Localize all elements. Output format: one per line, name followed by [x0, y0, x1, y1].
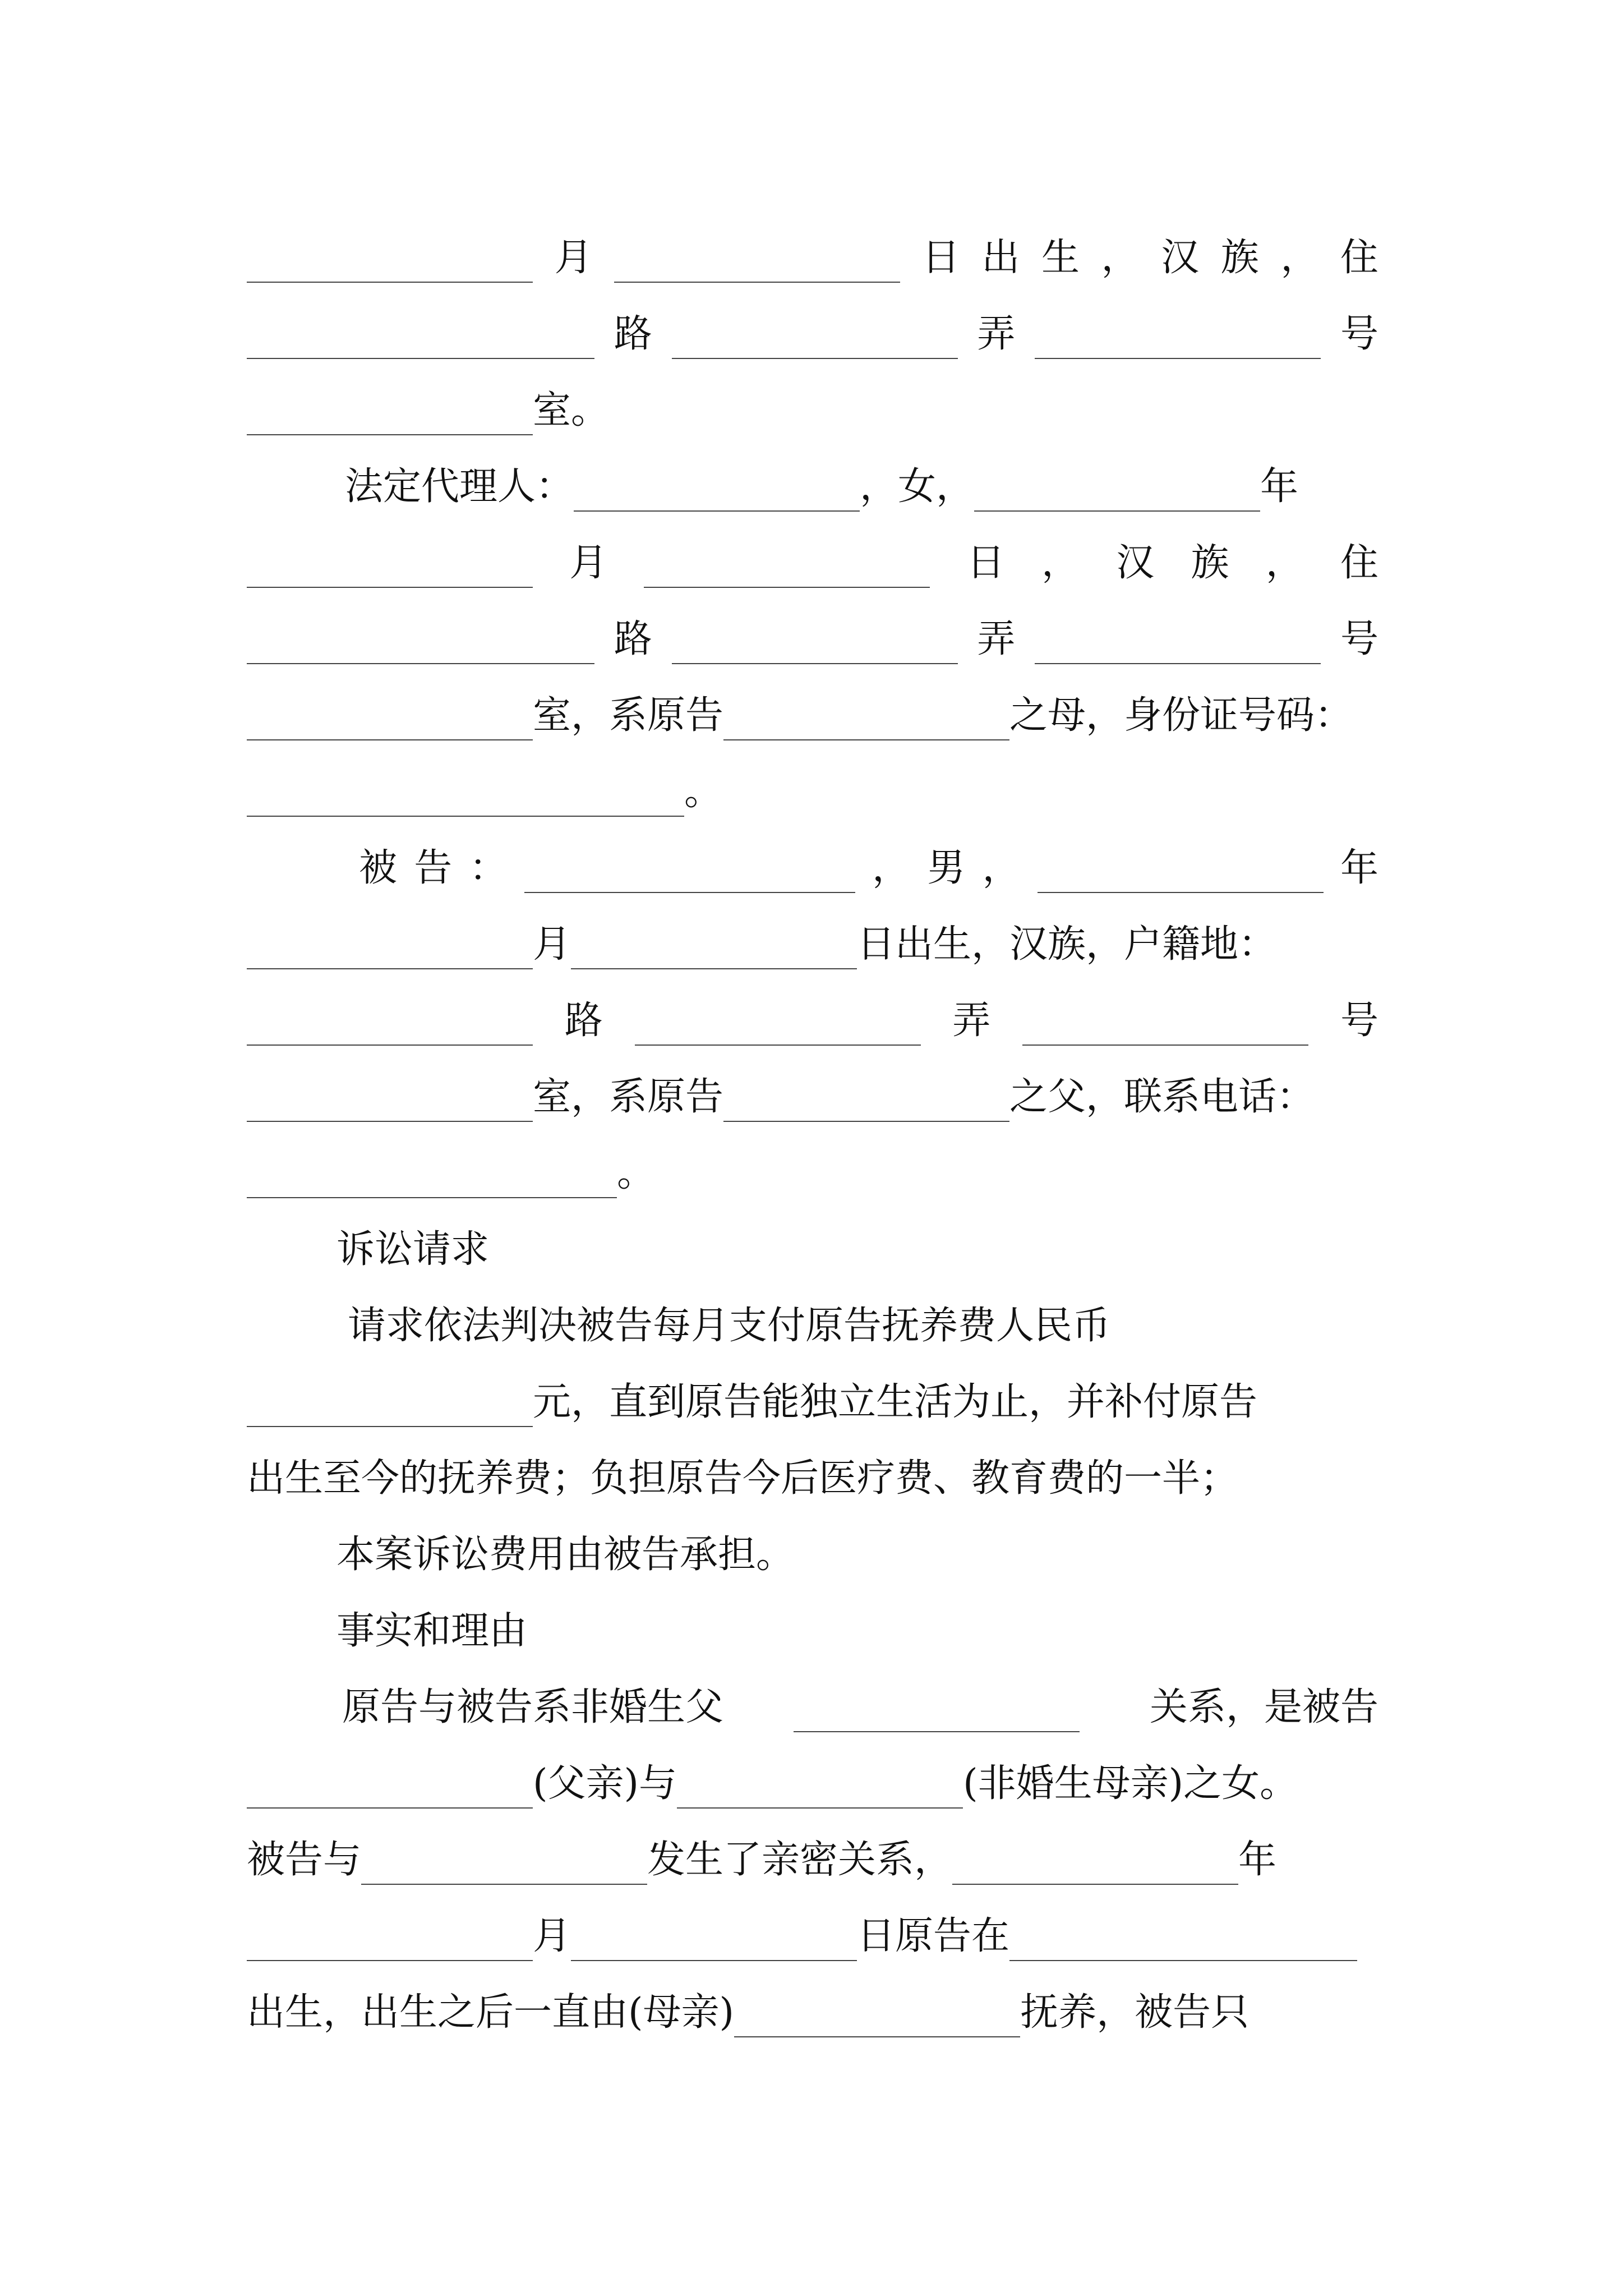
line-text: 族: [1191, 541, 1229, 585]
fill-in-blank[interactable]: [672, 319, 958, 359]
document-line: [247, 1046, 1378, 1122]
line-text: 告: [414, 846, 453, 890]
line-text: ，: [1280, 236, 1319, 280]
line-text: 请求依法判决被告每月支付原告抚养费人民币: [348, 1304, 1111, 1348]
line-text: 出生至今的抚养费；负担原告今后医疗费、教育费的一半；: [247, 1456, 1239, 1501]
fill-in-blank[interactable]: [247, 395, 533, 435]
document-line: [247, 1732, 1378, 1809]
line-text: 号: [1340, 312, 1378, 356]
document-line: [247, 1427, 1378, 1503]
fill-in-blank[interactable]: [247, 547, 533, 588]
document-line: [247, 206, 1378, 283]
fill-in-blank[interactable]: [247, 700, 533, 740]
line-text: 汉: [1116, 541, 1155, 585]
line-text: 日出生，汉族，户籍地：: [857, 922, 1277, 967]
line-text: 之母，身份证号码：: [1009, 693, 1353, 738]
fill-in-blank[interactable]: [571, 929, 857, 969]
line-text: ，: [1041, 541, 1080, 585]
fill-in-blank[interactable]: [723, 700, 1009, 740]
line-text: 日: [966, 541, 1005, 585]
line-text: 月: [533, 1914, 571, 1958]
fill-in-blank[interactable]: [1035, 319, 1321, 359]
line-text: 出生，出生之后一直由(母亲): [247, 1990, 735, 2035]
line-text: ，: [982, 846, 1021, 890]
line-text: 。: [684, 770, 723, 814]
fill-in-blank[interactable]: [247, 929, 533, 969]
line-text: 生: [1041, 236, 1080, 280]
fill-in-blank[interactable]: [247, 1387, 533, 1427]
line-text: 元，直到原告能独立生活为止，并补付原告: [533, 1380, 1258, 1424]
fill-in-blank[interactable]: [247, 242, 533, 283]
line-text: 日: [921, 236, 960, 280]
line-text: 被: [359, 846, 398, 890]
line-text: ：: [469, 846, 508, 890]
fill-in-blank[interactable]: [247, 624, 594, 664]
document-line: [247, 1885, 1378, 1961]
fill-in-blank[interactable]: [644, 547, 930, 588]
fill-in-blank[interactable]: [571, 1921, 857, 1961]
fill-in-blank[interactable]: [574, 471, 860, 512]
line-text: 路: [564, 999, 603, 1043]
line-text: 室，系原告: [533, 1075, 724, 1119]
document-line: [247, 817, 1378, 893]
line-text: 月: [569, 541, 608, 585]
document-line: [247, 512, 1378, 588]
document-line: [247, 740, 1378, 817]
line-text: 年: [1340, 846, 1378, 890]
fill-in-blank[interactable]: [794, 1692, 1080, 1732]
fill-in-blank[interactable]: [247, 1082, 533, 1122]
line-text: 法定代理人：: [345, 464, 574, 509]
line-text: 室。: [533, 388, 610, 432]
line-text: ，: [1101, 236, 1140, 280]
line-text: 弄: [977, 617, 1016, 661]
fill-in-blank[interactable]: [247, 776, 684, 817]
fill-in-blank[interactable]: [672, 624, 958, 664]
fill-in-blank[interactable]: [247, 1158, 617, 1198]
document-line: [247, 664, 1378, 740]
line-text: 月: [533, 922, 571, 967]
line-text: 弄: [952, 999, 991, 1043]
line-text: 室，系原告: [533, 693, 724, 738]
fill-in-blank[interactable]: [361, 1844, 647, 1885]
line-text: 年: [1238, 1838, 1277, 1882]
fill-in-blank[interactable]: [1038, 853, 1324, 893]
fill-in-blank[interactable]: [1022, 1005, 1308, 1046]
line-text: 日原告在: [857, 1914, 1010, 1958]
line-text: 住: [1340, 541, 1378, 585]
fill-in-blank[interactable]: [247, 319, 594, 359]
document-line: [247, 283, 1378, 359]
fill-in-blank[interactable]: [635, 1005, 921, 1046]
line-text: 弄: [977, 312, 1016, 356]
line-text: 之父，联系电话：: [1009, 1075, 1315, 1119]
document-line: [247, 1580, 1378, 1656]
line-text: 路: [614, 617, 652, 661]
line-text: 诉讼请求: [336, 1227, 490, 1272]
fill-in-blank[interactable]: [974, 471, 1260, 512]
document-line: [247, 893, 1378, 969]
fill-in-blank[interactable]: [677, 1768, 963, 1809]
fill-in-blank[interactable]: [614, 242, 900, 283]
line-text: 。: [617, 1151, 656, 1195]
document-line: [247, 359, 1378, 435]
document-line: [247, 1198, 1378, 1274]
fill-in-blank[interactable]: [734, 1997, 1020, 2037]
line-text: (非婚生母亲)之女。: [963, 1761, 1298, 1806]
line-text: 月: [554, 236, 593, 280]
document-line: [247, 969, 1378, 1046]
fill-in-blank[interactable]: [524, 853, 855, 893]
line-text: ，: [872, 846, 910, 890]
line-text: 出: [981, 236, 1020, 280]
fill-in-blank[interactable]: [723, 1082, 1009, 1122]
line-text: 族: [1220, 236, 1259, 280]
document-line: [247, 1809, 1378, 1885]
line-text: 事实和理由: [336, 1609, 528, 1653]
line-text: 发生了亲密关系，: [647, 1838, 953, 1882]
line-text: 住: [1340, 236, 1378, 280]
line-text: ，女，: [860, 464, 975, 509]
line-text: 男: [927, 846, 966, 890]
document-line: [247, 588, 1378, 664]
line-text: 本案诉讼费用由被告承担。: [336, 1533, 795, 1577]
fill-in-blank[interactable]: [952, 1844, 1238, 1885]
document-line: [247, 1961, 1378, 2037]
line-text: 抚养，被告只: [1020, 1990, 1249, 2035]
line-text: (父亲)与: [533, 1761, 677, 1806]
line-text: 被告与: [247, 1838, 362, 1882]
line-text: 路: [614, 312, 652, 356]
document-line: [247, 1656, 1378, 1732]
document-line: [247, 1274, 1378, 1351]
fill-in-blank[interactable]: [247, 1768, 533, 1809]
fill-in-blank[interactable]: [1035, 624, 1321, 664]
document-line: [247, 1122, 1378, 1198]
line-text: 年: [1260, 464, 1299, 509]
fill-in-blank[interactable]: [1009, 1921, 1357, 1961]
fill-in-blank[interactable]: [247, 1005, 533, 1046]
document-line: [247, 435, 1378, 512]
fill-in-blank[interactable]: [247, 1921, 533, 1961]
line-text: 汉: [1161, 236, 1200, 280]
document-line: [247, 1351, 1378, 1427]
line-text: 关系，是被告: [1149, 1685, 1378, 1729]
line-text: 号: [1340, 999, 1378, 1043]
document-body: [247, 206, 1378, 2037]
line-text: 原告与被告系非婚生父: [342, 1685, 724, 1729]
line-text: ，: [1265, 541, 1304, 585]
line-text: 号: [1340, 617, 1378, 661]
document-line: [247, 1503, 1378, 1580]
